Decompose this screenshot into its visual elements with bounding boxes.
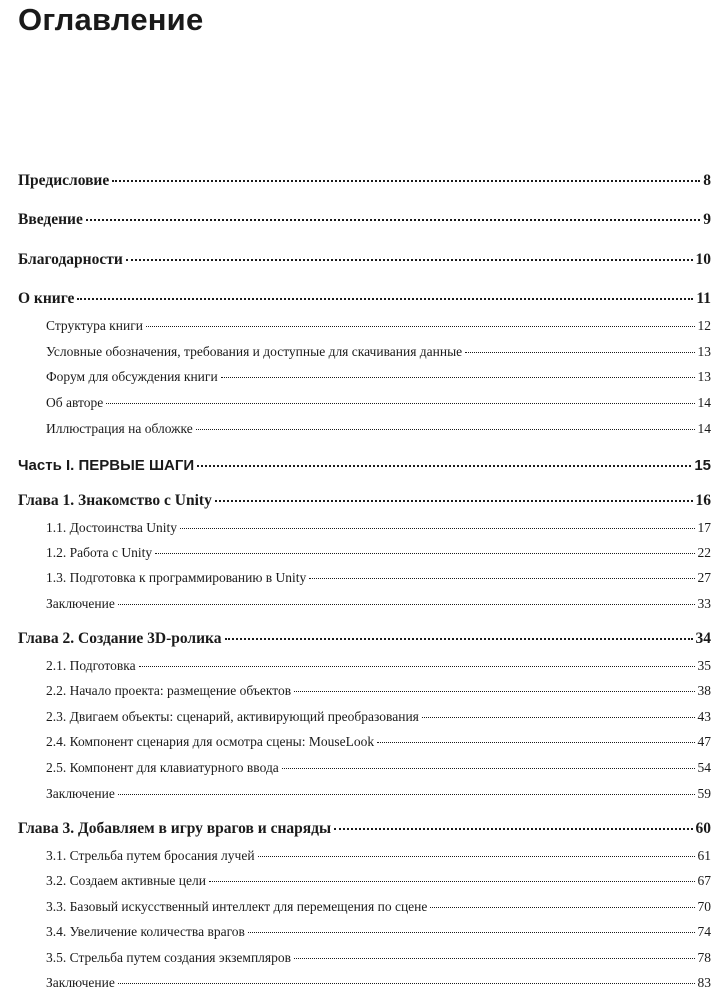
toc-entry-page: 61 (697, 848, 711, 863)
toc-entry (0, 924, 724, 940)
toc-entry (0, 421, 724, 437)
dot-leader (139, 666, 695, 667)
toc-chapter (0, 630, 724, 648)
dot-leader (422, 717, 695, 718)
toc-entry-label: 2.1. Подготовка (46, 658, 136, 673)
toc-entry (0, 290, 724, 308)
toc-entry (0, 596, 724, 612)
toc-entry-page: 47 (697, 734, 711, 749)
dot-leader (86, 219, 700, 221)
dot-leader (196, 429, 695, 430)
toc-entry-label: Заключение (46, 786, 115, 801)
toc-entry-label: Форум для обсуждения книги (46, 369, 218, 384)
toc-entry-page: 13 (697, 369, 711, 384)
dot-leader (118, 604, 695, 605)
toc-entry-page: 10 (695, 251, 711, 268)
toc-entry-page: 60 (695, 820, 711, 837)
dot-leader (294, 958, 695, 959)
toc-chapter (0, 820, 724, 838)
dot-leader (197, 465, 691, 467)
toc-entry-label: 1.1. Достоинства Unity (46, 520, 178, 535)
toc-entry (0, 760, 724, 776)
toc-entry (0, 545, 724, 561)
dot-leader (221, 377, 695, 378)
toc-entry (0, 395, 724, 411)
dot-leader (118, 794, 695, 795)
dot-leader (309, 578, 694, 579)
toc-entry-label: 3.5. Стрельба путем создания экземпляров (46, 950, 291, 965)
dot-leader (248, 932, 695, 933)
toc-entry-label: Часть I. ПЕРВЫЕ ШАГИ (18, 457, 195, 474)
dot-leader (294, 691, 694, 692)
toc-entry-page: 15 (694, 457, 711, 474)
toc-entry-label: Условные обозначения, требования и доступные для скачивания данные (46, 344, 463, 359)
toc-entry (0, 975, 724, 991)
toc-entry (0, 734, 724, 750)
toc-entry (0, 873, 724, 889)
toc-entry (0, 251, 724, 269)
toc-entry-label: 3.2. Создаем активные цели (46, 873, 206, 888)
dot-leader (334, 828, 692, 830)
toc-entry-label: 2.2. Начало проекта: размещение объектов (46, 683, 292, 698)
toc-entry-label: Заключение (46, 596, 115, 611)
toc-part (0, 457, 724, 474)
dot-leader (258, 856, 695, 857)
toc-entry-label: 2.4. Компонент сценария для осмотра сцены: MouseLook (46, 734, 375, 749)
dot-leader (126, 259, 693, 261)
dot-leader (465, 352, 694, 353)
dot-leader (215, 500, 693, 502)
toc-entry-page: 70 (697, 899, 711, 914)
toc-entry-label: Введение (18, 211, 83, 228)
toc-entry-label: Глава 1. Знакомство с Unity (18, 492, 212, 509)
toc-entry-label: О книге (18, 290, 75, 307)
toc-entry-label: 3.3. Базовый искусственный интеллект для перемещения по сцене (46, 899, 428, 914)
dot-leader (118, 983, 695, 984)
dot-leader (282, 768, 695, 769)
toc-entry-page: 14 (697, 395, 711, 410)
toc-entry-label: Глава 3. Добавляем в игру врагов и снаряды (18, 820, 332, 837)
toc-entry-label: Структура книги (46, 318, 143, 333)
toc-entry-label: 2.3. Двигаем объекты: сценарий, активирующий преобразования (46, 709, 419, 724)
toc-entry-page: 38 (697, 683, 711, 698)
toc-entry-page: 67 (697, 873, 711, 888)
toc-entry-page: 35 (697, 658, 711, 673)
toc-entry (0, 520, 724, 536)
toc-entry-page: 13 (697, 344, 711, 359)
toc-entry (0, 709, 724, 725)
toc-entry (0, 848, 724, 864)
dot-leader (77, 298, 693, 300)
toc-entry (0, 211, 724, 229)
toc-entry-label: Заключение (46, 975, 115, 990)
dot-leader (225, 638, 693, 640)
toc-entry-label: Об авторе (46, 395, 104, 410)
page-title: Оглавление (18, 2, 204, 37)
toc-entry-page: 11 (696, 290, 711, 307)
toc-entry-label: Предисловие (18, 172, 110, 189)
dot-leader (180, 528, 694, 529)
toc-entry-page: 14 (697, 421, 711, 436)
toc-entry (0, 344, 724, 360)
toc-entry-label: 1.2. Работа с Unity (46, 545, 153, 560)
toc-entry-label: 3.4. Увеличение количества врагов (46, 924, 245, 939)
toc-chapter (0, 492, 724, 510)
toc-entry (0, 172, 724, 190)
toc-entry (0, 658, 724, 674)
toc-entry (0, 786, 724, 802)
dot-leader (112, 180, 700, 182)
toc-entry (0, 369, 724, 385)
toc-entry-page: 74 (697, 924, 711, 939)
toc-entry-page: 83 (697, 975, 711, 990)
dot-leader (209, 881, 695, 882)
toc-entry (0, 899, 724, 915)
toc-entry-page: 9 (703, 211, 711, 228)
toc-entry-page: 22 (697, 545, 711, 560)
toc-entry-page: 59 (697, 786, 711, 801)
toc-entry-page: 16 (695, 492, 711, 509)
toc-entry-page: 33 (697, 596, 711, 611)
dot-leader (155, 553, 694, 554)
toc-entry-page: 12 (697, 318, 711, 333)
toc-entry-page: 78 (697, 950, 711, 965)
toc-entry-page: 34 (695, 630, 711, 647)
toc-entry-page: 8 (703, 172, 711, 189)
toc-entry (0, 570, 724, 586)
toc-entry-label: Глава 2. Создание 3D-ролика (18, 630, 222, 647)
toc-entry-label: Иллюстрация на обложке (46, 421, 193, 436)
dot-leader (430, 907, 694, 908)
toc-entry (0, 318, 724, 334)
toc-entry (0, 683, 724, 699)
toc-entry-label: Благодарности (18, 251, 123, 268)
toc-entry-page: 54 (697, 760, 711, 775)
toc-entry-page: 27 (697, 570, 711, 585)
toc-entry-label: 3.1. Стрельба путем бросания лучей (46, 848, 255, 863)
toc-entry-page: 43 (697, 709, 711, 724)
toc-entry (0, 950, 724, 966)
toc-entry-page: 17 (697, 520, 711, 535)
dot-leader (377, 742, 694, 743)
toc-entry-label: 2.5. Компонент для клавиатурного ввода (46, 760, 279, 775)
toc-entry-label: 1.3. Подготовка к программированию в Unity (46, 570, 307, 585)
dot-leader (146, 326, 695, 327)
dot-leader (106, 403, 694, 404)
